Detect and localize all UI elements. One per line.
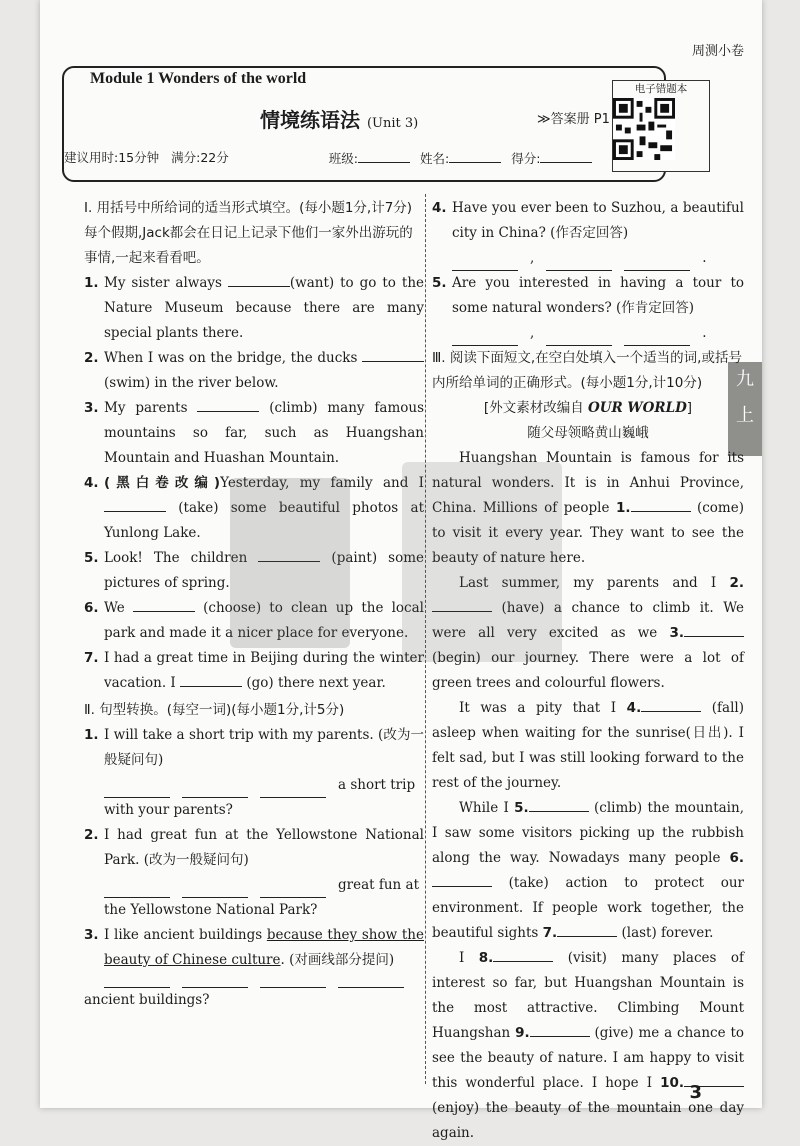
section1-title: Ⅰ. 用括号中所给词的适当形式填空。(每小题1分,计7分) [84, 200, 413, 216]
class-field[interactable] [329, 148, 410, 167]
passage-text: While I [459, 800, 515, 816]
question-number: 5. [84, 550, 99, 566]
section2-title: Ⅱ. 句型转换。(每空一词)(每小题1分,计5分) [84, 702, 345, 718]
answer-blank[interactable] [260, 883, 326, 898]
question-number: 6. [84, 600, 99, 616]
section2-items [84, 723, 424, 1013]
question-text [104, 396, 424, 471]
question-number: 4. [432, 200, 447, 216]
passage-paragraph [432, 946, 744, 1146]
transform-item [432, 271, 744, 346]
unit-label: (Unit 3) [366, 116, 419, 131]
answer-blank[interactable] [546, 256, 612, 271]
section1-intro: 每个假期,Jack都会在日记上记录下他们一家外出游玩的事情,一起来看看吧。 [84, 225, 413, 266]
passage-text: Last summer, my parents and I [459, 575, 730, 591]
answer-blank[interactable] [684, 622, 744, 637]
source-suffix: ] [686, 400, 693, 416]
answer-blank[interactable] [432, 872, 492, 887]
passage-paragraph [432, 796, 744, 946]
answer-blank[interactable] [452, 256, 518, 271]
question-text [104, 346, 424, 396]
blank-number: 10. [660, 1075, 684, 1091]
question-number: 4. [84, 475, 99, 491]
header-tag: 周测小卷 [691, 44, 744, 59]
answer-blank[interactable] [104, 883, 170, 898]
answer-blanks [452, 246, 744, 271]
blank-tail: great fun at [338, 877, 419, 893]
section2-items-continued [432, 196, 744, 346]
answer-blank[interactable] [641, 697, 701, 712]
answer-blanks [452, 321, 744, 346]
answer-blank[interactable] [197, 397, 259, 412]
passage-text: (last) forever. [617, 925, 714, 941]
question-item [84, 823, 424, 873]
answer-blank[interactable] [338, 973, 404, 988]
question-item [432, 196, 744, 246]
answer-blank[interactable] [624, 331, 690, 346]
blank-number: 9. [515, 1025, 530, 1041]
question-after: (paint) some pictures of spring. [104, 550, 425, 591]
blank-number: 7. [542, 925, 558, 941]
blank-number: 6. [729, 850, 744, 866]
passage-subtitle: 随父母领略黄山巍峨 [527, 425, 649, 441]
source-line [432, 396, 744, 421]
blank-number: 5. [514, 800, 529, 816]
passage-text: (have) a chance to climb it. We were all very excited as we [432, 600, 744, 641]
passage-text: I [459, 950, 479, 966]
transform-item [432, 196, 744, 271]
score-label: 得分: [511, 151, 541, 166]
answer-blank[interactable] [624, 256, 690, 271]
answer-blanks [104, 873, 424, 898]
period: . [702, 325, 707, 341]
side-tab-line1: 九 [736, 369, 754, 390]
passage-text: (climb) the mountain, I saw some visitors picking up the rubbish along the way. Nowadays many people [432, 800, 744, 866]
question-item [84, 346, 424, 396]
worksheet-page [40, 0, 762, 1141]
period: . [702, 250, 707, 266]
question-number: 5. [432, 275, 447, 291]
score-blank[interactable] [540, 148, 592, 163]
question-line2: ancient buildings? [84, 992, 210, 1008]
blank-number: 2. [729, 575, 744, 591]
answer-blank[interactable] [182, 973, 248, 988]
question-before: My parents [104, 400, 198, 416]
question-number: 2. [84, 827, 99, 843]
question-text: Are you interested in having a tour to some natural wonders? (作肯定回答) [452, 275, 744, 316]
transform-item [84, 923, 424, 1013]
name-field[interactable] [420, 148, 501, 167]
answer-blanks [104, 973, 424, 988]
comma: , [530, 325, 535, 341]
question-text: I will take a short trip with my parents. (改为一般疑问句) [104, 727, 424, 768]
question-after: (swim) in the river below. [104, 375, 279, 391]
question-item [84, 723, 424, 773]
answer-blank[interactable] [133, 597, 195, 612]
question-after: (choose) to clean up the local park and made it a nicer place for everyone. [104, 600, 424, 641]
question-item [84, 396, 424, 471]
answer-blank[interactable] [182, 883, 248, 898]
answer-blank[interactable] [260, 783, 326, 798]
question-item [84, 646, 424, 696]
print-smudge [402, 462, 562, 662]
page-title [260, 104, 418, 133]
answer-blank[interactable] [493, 947, 553, 962]
info-row [64, 148, 644, 167]
answer-blank[interactable] [228, 272, 290, 287]
answer-blank[interactable] [529, 797, 589, 812]
side-tab-line2: 上 [736, 405, 754, 426]
passage-text: (take) action to protect our environment. If people work together, the beautiful sights [432, 875, 744, 941]
passage-text: (begin) our journey. There were a lot of green trees and colourful flowers. [432, 650, 744, 691]
transform-item [84, 723, 424, 823]
question-text [104, 923, 424, 973]
full-score: 满分:22分 [171, 150, 229, 165]
question-text: I had great fun at the Yellowstone National Park. (改为一般疑问句) [104, 827, 424, 868]
answer-blank[interactable] [260, 973, 326, 988]
blank-number: 3. [669, 625, 684, 641]
blank-number: 4. [626, 700, 642, 716]
passage-text: (enjoy) the beauty of the mountain one day again. [432, 1100, 744, 1141]
answer-blank[interactable] [557, 922, 617, 937]
suggested-time: 建议用时:15分钟 [64, 150, 160, 165]
answer-blank[interactable] [104, 973, 170, 988]
question-line2: the Yellowstone National Park? [104, 902, 318, 918]
blank-number: 8. [478, 950, 494, 966]
print-smudge [230, 478, 350, 648]
source-name: OUR WORLD [587, 400, 687, 416]
question-before: Look! The children [104, 550, 259, 566]
qr-label: 电子错题本 [634, 83, 688, 95]
passage-text: Huangshan Mountain is famous for its natural wonders. It is in Anhui Province, China. Millions of people [432, 450, 744, 516]
question-text [104, 646, 424, 696]
module-title: Module 1 Wonders of the world [84, 70, 312, 88]
blank-tail: a short trip [338, 777, 416, 793]
question-before: I had a great time in Beijing during the winter vacation. I [104, 650, 424, 691]
answer-blank[interactable] [180, 672, 242, 687]
answer-blanks [104, 773, 424, 798]
answer-blank[interactable] [546, 331, 612, 346]
passage-text: (give) me a chance to see the beauty of nature. I am happy to visit this wonderful place. I hope I [432, 1025, 744, 1091]
question-before: My sister always [104, 275, 228, 291]
question-number: 3. [84, 927, 99, 943]
page-number: 3 [689, 1082, 702, 1103]
question-item [84, 271, 424, 346]
question-before: When I was on the bridge, the ducks [104, 350, 362, 366]
question-after: (climb) many famous mountains so far, such as Huangshan Mountain and Huashan Mountain. [104, 400, 424, 466]
answer-reference: ≫答案册 P1 [537, 112, 610, 127]
answer-blank[interactable] [530, 1022, 590, 1037]
question-number: 2. [84, 350, 99, 366]
underlined-part: because they show the beauty of Chinese culture [104, 927, 424, 968]
score-field[interactable] [511, 148, 592, 167]
class-blank[interactable] [358, 148, 410, 163]
passage-text: (fall) asleep when waiting for the sunrise(日出). I felt sad, but I was still looking forward to the rest of the journey. [432, 700, 744, 791]
question-item [432, 271, 744, 321]
answer-blank[interactable] [452, 331, 518, 346]
blank-number: 1. [615, 500, 631, 516]
passage-text: (come) to visit it every year. They want to see the beauty of nature here. [432, 500, 744, 566]
title-text: 情境练语法 [260, 108, 360, 132]
answer-blank[interactable] [362, 347, 424, 362]
question-number: 3. [84, 400, 99, 416]
class-label: 班级: [328, 151, 358, 166]
passage-text: It was a pity that I [459, 700, 627, 716]
answer-blank[interactable] [182, 783, 248, 798]
answer-blank[interactable] [631, 497, 691, 512]
passage-text: (visit) many places of interest so far, but Huangshan Mountain is the most attractive. Climbing Mount Huangshan [432, 950, 744, 1041]
right-column [432, 196, 744, 1146]
question-after: (want) to go to the Nature Museum because there are many special plants there. [104, 275, 424, 341]
question-text: Have you ever been to Suzhou, a beautiful city in China? (作否定回答) [452, 200, 744, 241]
answer-blank[interactable] [104, 783, 170, 798]
question-item [84, 923, 424, 973]
section3-title: Ⅲ. 阅读下面短文,在空白处填入一个适当的词,或括号内所给单词的正确形式。(每小题1分,计10分) [432, 350, 742, 391]
name-label: 姓名: [419, 151, 450, 166]
transform-item [84, 823, 424, 923]
question-before: I like ancient buildings [104, 927, 267, 943]
question-after: (go) there next year. [242, 675, 386, 691]
question-number: 1. [84, 727, 99, 743]
question-line2: with your parents? [104, 802, 233, 818]
question-before: We [104, 600, 133, 616]
question-number: 1. [84, 275, 99, 291]
comma: , [530, 250, 535, 266]
passage-paragraph [432, 696, 744, 796]
question-text [104, 271, 424, 346]
question-after: . (对画线部分提问) [280, 952, 395, 968]
source-prefix: [外文素材改编自 [483, 400, 588, 416]
name-blank[interactable] [449, 148, 501, 163]
question-before: Yesterday, my family and I [220, 475, 424, 491]
question-number: 7. [84, 650, 99, 666]
answer-blank[interactable] [104, 497, 166, 512]
source-tag: (黑白卷改编) [104, 475, 221, 491]
question-after: (take) some beautiful photos at Yunlong Lake. [104, 500, 424, 541]
